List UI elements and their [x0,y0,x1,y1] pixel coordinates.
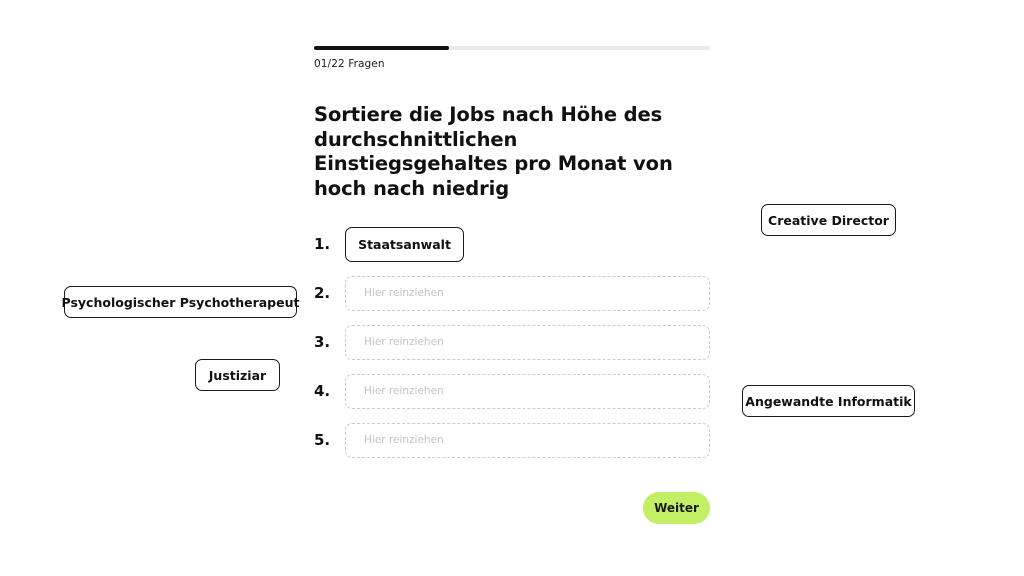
ranking-slot-row [314,373,710,409]
progress-section [314,46,710,70]
progress-bar-fill [314,46,449,50]
draggable-chip-justiziar[interactable]: Justiziar [195,359,280,391]
ranking-slot-row [314,226,710,262]
draggable-chip-psychologischer-psychotherapeut[interactable]: Psychologischer Psychotherapeut [64,286,297,318]
progress-bar-track [314,46,710,50]
next-button[interactable]: Weiter [643,492,710,524]
drop-slot-5[interactable]: Hier reinziehen [345,423,710,458]
ranking-slot-list [314,226,710,471]
ranking-slot-row [314,422,710,458]
drop-slot-2[interactable]: Hier reinziehen [345,276,710,311]
drop-slot-3[interactable]: Hier reinziehen [345,325,710,360]
slot-number: 4. [314,382,331,400]
drop-slot-1[interactable]: Staatsanwalt [345,227,464,262]
ranking-slot-row [314,275,710,311]
slot-number: 3. [314,333,331,351]
ranking-slot-row [314,324,710,360]
question-title: Sortiere die Jobs nach Höhe des durchschnittlichen Einstiegsgehaltes pro Monat von hoch nach niedrig [314,103,673,200]
drop-slot-4[interactable]: Hier reinziehen [345,374,710,409]
draggable-chip-creative-director[interactable]: Creative Director [761,204,896,236]
slot-number: 2. [314,284,331,302]
slot-number: 1. [314,235,331,253]
slot-number: 5. [314,431,331,449]
draggable-chip-angewandte-informatik[interactable]: Angewandte Informatik [742,385,915,417]
progress-label: 01/22 Fragen [314,58,385,70]
